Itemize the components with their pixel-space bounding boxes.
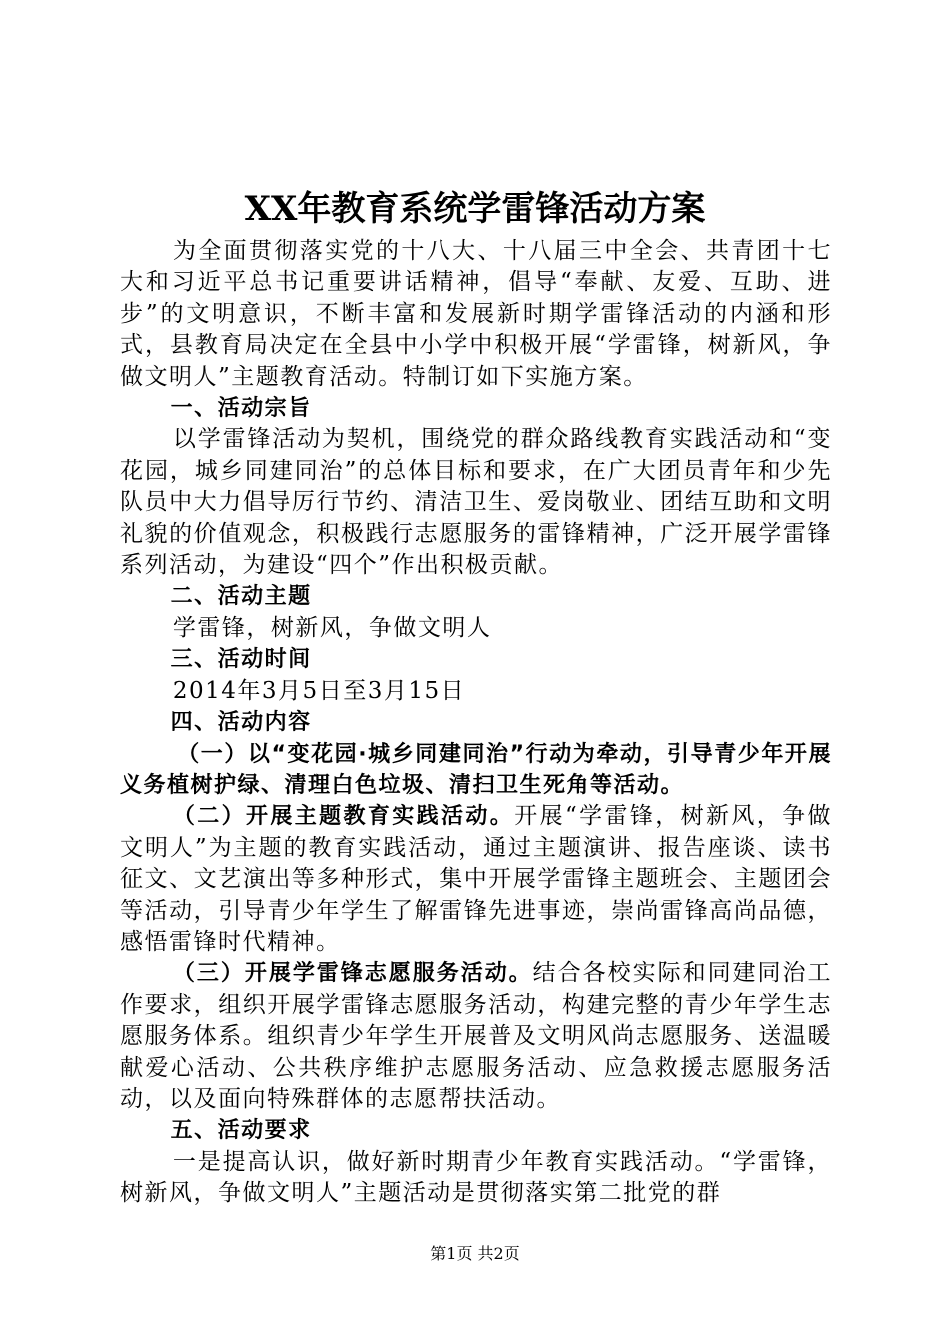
- intro-paragraph: 为全面贯彻落实党的十八大、十八届三中全会、共青团十七大和习近平总书记重要讲话精神，倡导“奉献、友爱、互助、进步”的文明意识，不断丰富和发展新时期学雷锋活动的内涵和形式，县教育局决定在全县中小学中积极开展“学雷锋，树新风，争做文明人”主题教育活动。特制订如下实施方案。: [120, 238, 832, 390]
- content-item-3-text: 结合各校实际和同建同治工作要求，组织开展学雷锋志愿服务活动，构建完整的青少年学生志愿服务体系。组织青少年学生开展普及文明风尚志愿服务、送温暖献爱心活动、公共秩序维护志愿服务活动、应急救援志愿服务活动，以及面向特殊群体的志愿帮扶活动。: [120, 960, 832, 1112]
- section-heading-requirements: 五、活动要求: [170, 1118, 312, 1144]
- section-heading-purpose: 一、活动宗旨: [170, 396, 312, 422]
- document-title: XX年教育系统学雷锋活动方案: [244, 189, 706, 229]
- page-number-footer: 第1页 共2页: [430, 1244, 520, 1263]
- theme-paragraph: 学雷锋，树新风，争做文明人: [172, 614, 492, 641]
- purpose-paragraph: 以学雷锋活动为契机，围绕党的群众路线教育实践活动和“变花园，城乡同建同治”的总体目标和要求，在广大团员青年和少先队员中大力倡导厉行节约、清洁卫生、爱岗敬业、团结互助和文明礼貌的价值观念，积极践行志愿服务的雷锋精神，广泛开展学雷锋系列活动，为建设“四个”作出积极贡献。: [120, 426, 832, 579]
- requirements-paragraph: 一是提高认识，做好新时期青少年教育实践活动。“学雷锋，树新风，争做文明人”主题活动是贯彻落实第二批党的群: [120, 1148, 832, 1207]
- content-item-3: [120, 958, 832, 1115]
- section-heading-content: 四、活动内容: [170, 710, 312, 736]
- content-item-3-title: （三）开展学雷锋志愿服务活动。: [172, 961, 533, 987]
- content-item-2: [120, 801, 832, 958]
- content-item-1: （一）以“变花园·城乡同建同治”行动为牵动，引导青少年开展义务植树护绿、清理白色垃圾、清扫卫生死角等活动。: [120, 741, 832, 798]
- section-heading-time: 三、活动时间: [170, 647, 312, 673]
- document-body: [120, 236, 832, 1210]
- section-heading-theme: 二、活动主题: [170, 584, 312, 610]
- time-paragraph: 2014年3月5日至3月15日: [172, 677, 466, 704]
- content-item-2-text: 开展“学雷锋，树新风，争做文明人”为主题的教育实践活动，通过主题演讲、报告座谈、读书征文、文艺演出等多种形式，集中开展学雷锋主题班会、主题团会等活动，引导青少年学生了解雷锋先进事迹，崇尚雷锋高尚品德，感悟雷锋时代精神。: [120, 803, 832, 955]
- content-item-2-title: （二）开展主题教育实践活动。: [172, 804, 515, 830]
